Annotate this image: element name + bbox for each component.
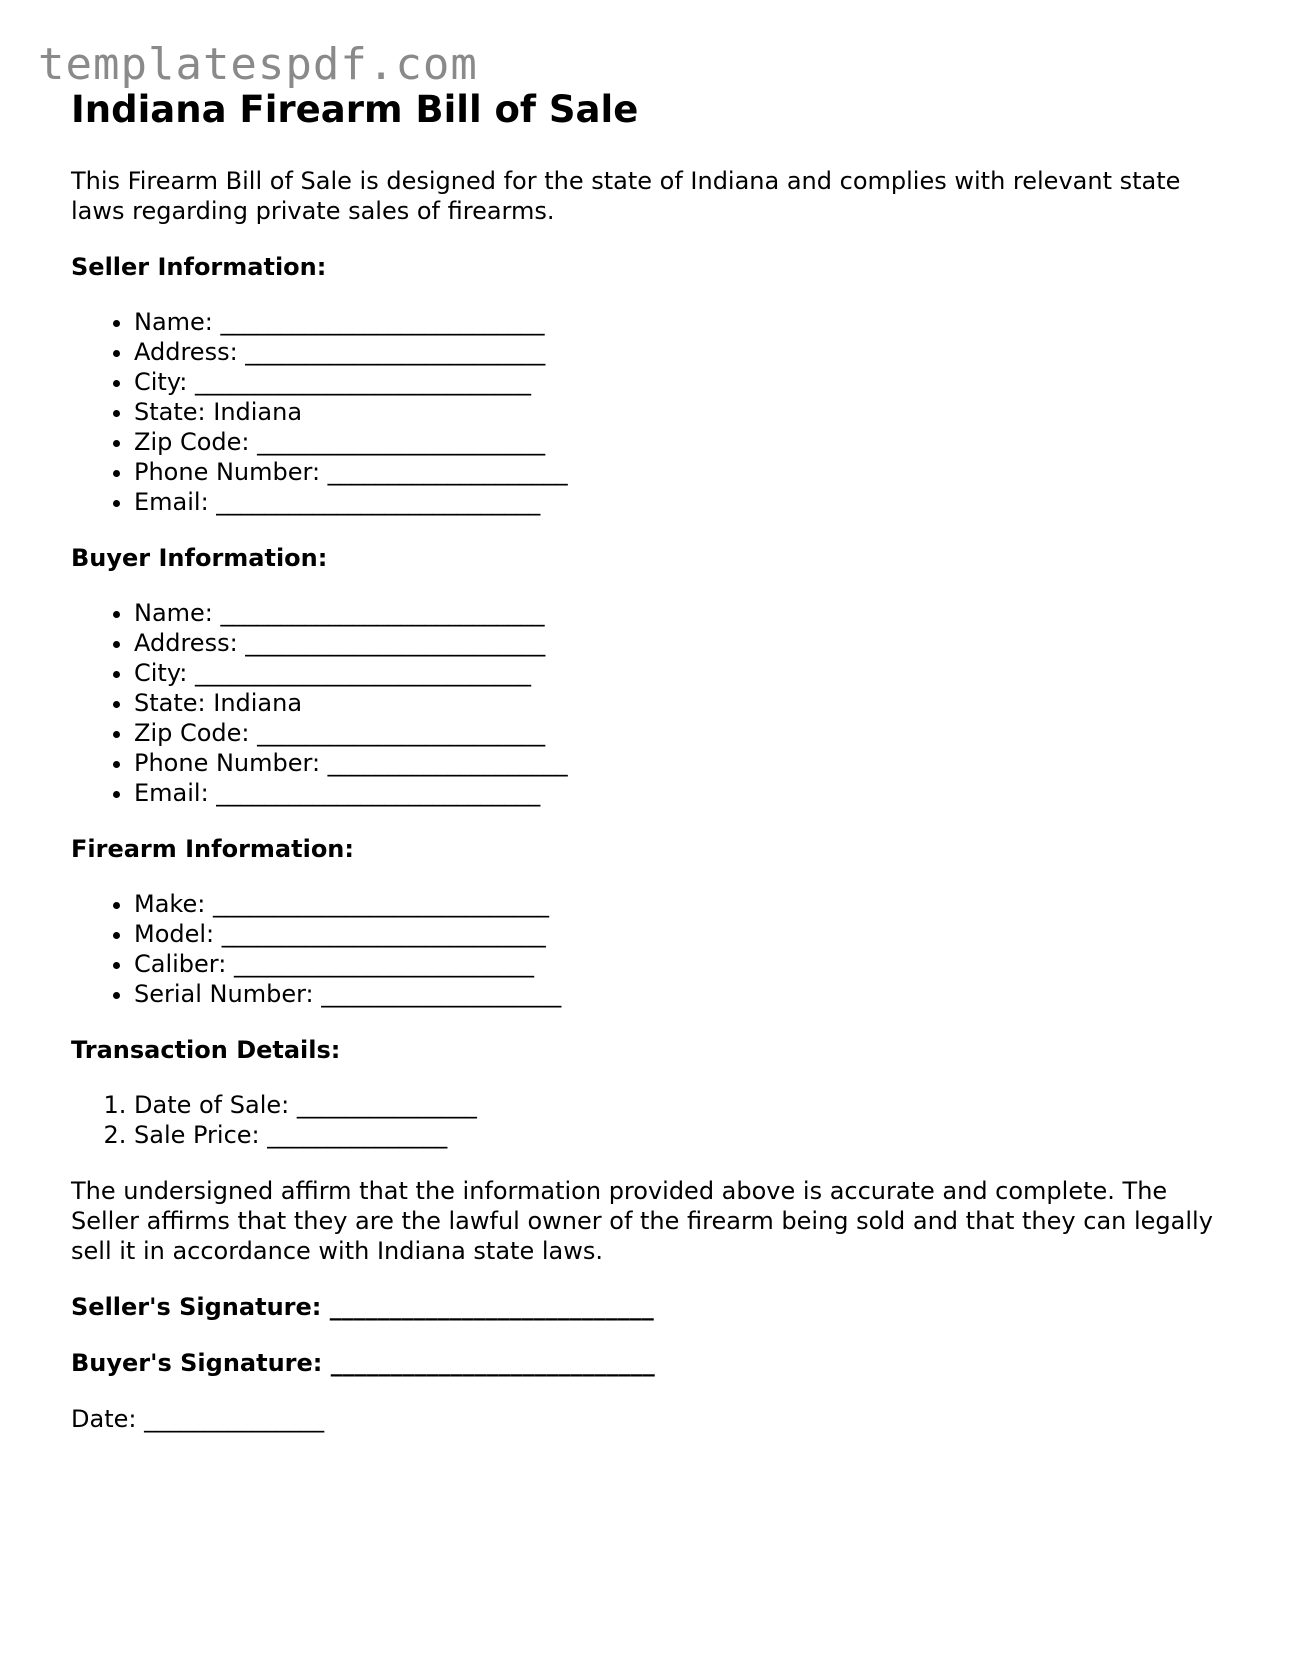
buyer-name-field[interactable]: • Name: ___________________________	[134, 598, 1221, 628]
transaction-details-list	[71, 1090, 1221, 1150]
affirmation-paragraph: The undersigned affirm that the information provided above is accurate and complete. The Seller affirms that they are the lawful owner of the firearm being sold and that they can legally sell it in accordance with Indiana state laws.	[71, 1177, 1213, 1265]
seller-zip-field[interactable]: • Zip Code: ________________________	[134, 427, 1221, 457]
sale-date-field[interactable]: 1. Date of Sale: _______________	[134, 1090, 1221, 1120]
firearm-make-field[interactable]: • Make: ____________________________	[134, 889, 1221, 919]
buyer-section-heading: Buyer Information:	[71, 544, 328, 572]
document-title: Indiana Firearm Bill of Sale	[71, 88, 639, 131]
seller-signature-field[interactable]: Seller's Signature: ___________________________	[71, 1293, 654, 1321]
seller-phone-field[interactable]: • Phone Number: ____________________	[134, 457, 1221, 487]
watermark-logo: templatespdf.com	[38, 39, 478, 90]
buyer-zip-field[interactable]: • Zip Code: ________________________	[134, 718, 1221, 748]
document-page	[71, 84, 1221, 1434]
buyer-city-field[interactable]: • City: ____________________________	[134, 658, 1221, 688]
seller-email-field[interactable]: • Email: ___________________________	[134, 487, 1221, 517]
buyer-signature-field[interactable]: Buyer's Signature: ___________________________	[71, 1349, 655, 1377]
firearm-model-field[interactable]: • Model: ___________________________	[134, 919, 1221, 949]
sale-price-field[interactable]: 2. Sale Price: _______________	[134, 1120, 1221, 1150]
seller-info-list	[71, 307, 1221, 517]
seller-address-field[interactable]: • Address: _________________________	[134, 337, 1221, 367]
seller-name-field[interactable]: • Name: ___________________________	[134, 307, 1221, 337]
firearm-caliber-field[interactable]: • Caliber: _________________________	[134, 949, 1221, 979]
buyer-address-field[interactable]: • Address: _________________________	[134, 628, 1221, 658]
firearm-section-heading: Firearm Information:	[71, 835, 354, 863]
seller-section-heading: Seller Information:	[71, 253, 327, 281]
buyer-email-field[interactable]: • Email: ___________________________	[134, 778, 1221, 808]
buyer-phone-field[interactable]: • Phone Number: ____________________	[134, 748, 1221, 778]
firearm-serial-field[interactable]: • Serial Number: ____________________	[134, 979, 1221, 1009]
signature-date-field[interactable]: Date: _______________	[71, 1405, 325, 1433]
transaction-section-heading: Transaction Details:	[71, 1036, 341, 1064]
firearm-info-list	[71, 889, 1221, 1009]
seller-city-field[interactable]: • City: ____________________________	[134, 367, 1221, 397]
buyer-info-list	[71, 598, 1221, 808]
intro-paragraph: This Firearm Bill of Sale is designed for the state of Indiana and complies with relevant state laws regarding private sales of firearms.	[71, 167, 1181, 225]
buyer-state-field: • State: Indiana	[134, 688, 1221, 718]
seller-state-field: • State: Indiana	[134, 397, 1221, 427]
